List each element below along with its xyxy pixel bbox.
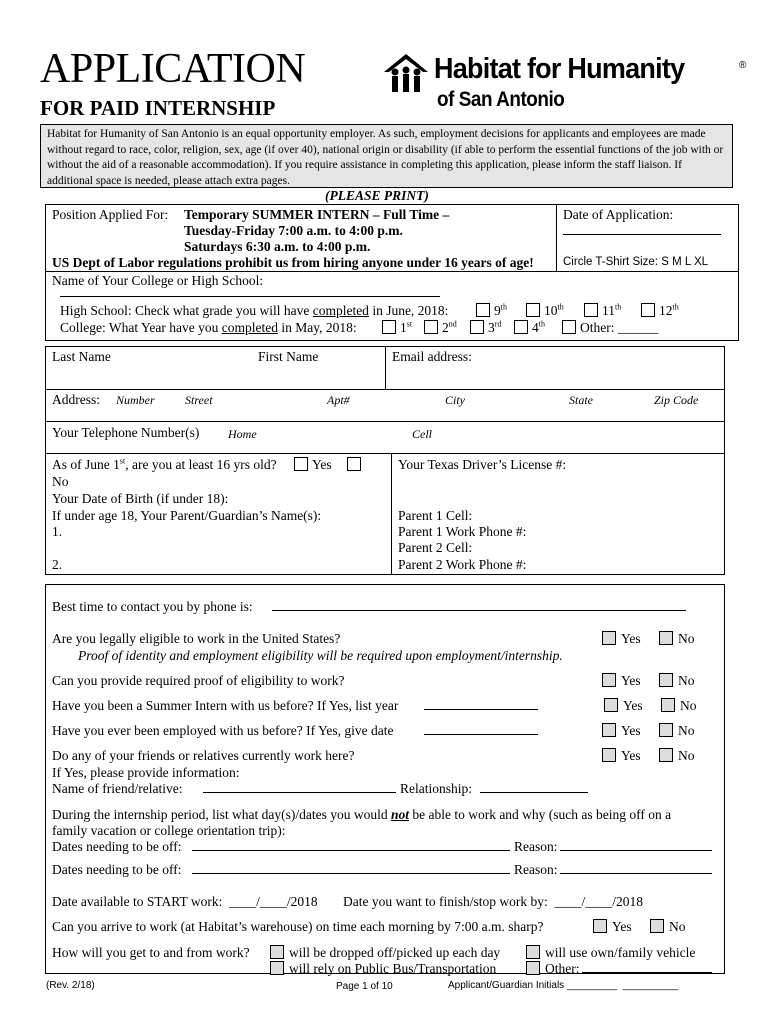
college-option-4[interactable]: 4th xyxy=(514,320,545,336)
checkbox[interactable] xyxy=(270,961,284,975)
employed-yes[interactable]: Yes xyxy=(602,723,641,739)
checkbox[interactable] xyxy=(526,945,540,959)
revision: (Rev. 2/18) xyxy=(46,980,95,991)
initials[interactable]: Applicant/Guardian Initials _________ __________ xyxy=(448,980,679,991)
guardian-2: 2. xyxy=(52,557,63,572)
last-name-label: Last Name xyxy=(52,349,111,364)
checkbox[interactable] xyxy=(526,303,540,317)
hs-option-12[interactable]: 12th xyxy=(641,303,679,319)
checkbox[interactable] xyxy=(294,457,308,471)
phone-home: Home xyxy=(228,427,257,441)
intern-year-field[interactable] xyxy=(424,697,538,710)
position-line2: Tuesday-Friday 7:00 a.m. to 4:00 p.m. xyxy=(184,223,403,238)
age-question: As of June 1st, are you at least 16 yrs old? xyxy=(52,456,277,472)
guardian-label: If under age 18, Your Parent/Guardian’s Name(s): xyxy=(52,508,322,523)
dates-off-label-2: Dates needing to be off: xyxy=(52,862,182,877)
relationship-field[interactable] xyxy=(480,780,588,793)
logo-name: Habitat for Humanity xyxy=(434,53,685,85)
college-year-row xyxy=(60,320,357,336)
high-school-grade-row xyxy=(60,303,448,319)
checkbox[interactable] xyxy=(650,919,664,933)
transport-question: How will you get to and from work? xyxy=(52,945,250,960)
checkbox[interactable] xyxy=(382,320,396,334)
arrive-yes[interactable]: Yes xyxy=(593,919,632,935)
guardian-1: 1. xyxy=(52,524,63,539)
please-print: (PLEASE PRINT) xyxy=(325,188,429,203)
habitat-logo xyxy=(382,50,752,120)
checkbox[interactable] xyxy=(602,631,616,645)
age-yes-option[interactable]: Yes xyxy=(294,457,332,473)
employed-before-question: Have you ever been employed with us before? If Yes, give date xyxy=(52,723,394,738)
reason-field-1[interactable] xyxy=(560,838,712,851)
eligible-question: Are you legally eligible to work in the United States? xyxy=(52,631,341,646)
checkbox[interactable] xyxy=(562,320,576,334)
intern-no[interactable]: No xyxy=(661,698,697,714)
checkbox[interactable] xyxy=(659,723,673,737)
unavailable-question: During the internship period, list what day(s)/dates you would not be able to work and why (such as being off on a xyxy=(52,807,672,822)
age-no-label: No xyxy=(52,474,69,489)
employed-no[interactable]: No xyxy=(659,723,695,739)
address-city: City xyxy=(445,393,465,407)
intern-before-question: Have you been a Summer Intern with us before? If Yes, list year xyxy=(52,698,399,713)
address-zip: Zip Code xyxy=(654,393,699,407)
transport-bus[interactable]: will rely on Public Bus/Transportation xyxy=(270,961,496,977)
checkbox[interactable] xyxy=(584,303,598,317)
position-line3: Saturdays 6:30 a.m. to 4:00 p.m. xyxy=(184,239,371,254)
college-suffix: in May, 2018: xyxy=(281,320,357,335)
address-state: State xyxy=(569,393,593,407)
eligible-note: Proof of identity and employment eligibility will be required upon employment/internship. xyxy=(78,648,563,663)
checkbox[interactable] xyxy=(604,698,618,712)
dates-off-label-1: Dates needing to be off: xyxy=(52,839,182,854)
transport-own-vehicle[interactable]: will use own/family vehicle xyxy=(526,945,695,961)
logo-registered: ® xyxy=(739,60,747,71)
date-of-application-field[interactable] xyxy=(563,222,721,235)
checkbox[interactable] xyxy=(659,748,673,762)
dates-off-field-1[interactable] xyxy=(192,838,510,851)
page-number: Page 1 of 10 xyxy=(336,981,393,992)
transport-other[interactable]: Other: xyxy=(526,961,580,977)
parent1-cell-label: Parent 1 Cell: xyxy=(398,508,473,523)
school-name-field[interactable] xyxy=(60,286,440,297)
reason-label-1: Reason: xyxy=(514,839,558,854)
address-label: Address: xyxy=(52,392,100,407)
address-apt: Apt# xyxy=(327,393,350,407)
school-name-label: Name of Your College or High School: xyxy=(52,273,264,288)
dates-off-field-2[interactable] xyxy=(192,861,510,874)
college-option-other[interactable]: Other: ______ xyxy=(562,320,658,336)
habitat-house-icon xyxy=(382,52,432,94)
hs-completed: completed xyxy=(312,303,369,318)
friends-no[interactable]: No xyxy=(659,748,695,764)
eeo-notice-text: Habitat for Humanity of San Antonio is an equal opportunity employer. As such, employment decisions for applicants and employees are made without regard to race, color, religion, sex, age (if over 40), national origin or disability (if able to perform the essential functions of the job with or without the aid of a reasonable accommodation). If you require assistance in completing this application, please inform the staff liaison. If additional space is needed, please attach extra pages. xyxy=(47,128,724,187)
eligible-yes[interactable]: Yes xyxy=(602,631,641,647)
age-notice: US Dept of Labor regulations prohibit us from hiring anyone under 16 years of age! xyxy=(52,255,534,270)
license-label: Your Texas Driver’s License #: xyxy=(398,457,567,472)
hs-option-11[interactable]: 11th xyxy=(584,303,621,319)
start-date[interactable]: Date available to START work: ____/____/2018 xyxy=(52,894,318,909)
arrive-question: Can you arrive to work (at Habitat’s warehouse) on time each morning by 7:00 a.m. sharp? xyxy=(52,919,544,934)
checkbox[interactable] xyxy=(270,945,284,959)
first-name-label: First Name xyxy=(258,349,319,364)
checkbox[interactable] xyxy=(526,961,540,975)
checkbox[interactable] xyxy=(476,303,490,317)
page-title: APPLICATION xyxy=(40,46,306,92)
friends-info-label: If Yes, please provide information: xyxy=(52,765,240,780)
transport-dropped-off[interactable]: will be dropped off/picked up each day xyxy=(270,945,500,961)
phone-label: Your Telephone Number(s) xyxy=(52,425,200,440)
checkbox[interactable] xyxy=(602,673,616,687)
age-no-checkbox[interactable] xyxy=(347,457,365,473)
unavailable-question-line2: family vacation or college orientation trip): xyxy=(52,823,286,838)
checkbox[interactable] xyxy=(593,919,607,933)
reason-label-2: Reason: xyxy=(514,862,558,877)
best-time-field[interactable] xyxy=(272,598,686,611)
checkbox[interactable] xyxy=(659,673,673,687)
checkbox[interactable] xyxy=(641,303,655,317)
friend-name-label: Name of friend/relative: xyxy=(52,781,183,796)
proof-yes[interactable]: Yes xyxy=(602,673,641,689)
position-label: Position Applied For: xyxy=(52,207,169,222)
friends-question: Do any of your friends or relatives currently work here? xyxy=(52,748,355,763)
parent2-work-label: Parent 2 Work Phone #: xyxy=(398,557,527,572)
friends-yes[interactable]: Yes xyxy=(602,748,641,764)
email-label: Email address: xyxy=(392,349,472,364)
transport-other-field[interactable] xyxy=(582,960,712,973)
intern-yes[interactable]: Yes xyxy=(604,698,643,714)
tshirt-size[interactable]: Circle T-Shirt Size: S M L XL xyxy=(563,256,709,268)
phone-cell: Cell xyxy=(412,427,432,441)
page-subtitle: FOR PAID INTERNSHIP xyxy=(40,96,276,120)
arrive-no[interactable]: No xyxy=(650,919,686,935)
relationship-label: Relationship: xyxy=(400,781,472,796)
proof-question: Can you provide required proof of eligibility to work? xyxy=(52,673,345,688)
college-completed: completed xyxy=(221,320,278,335)
college-label: College: What Year have you xyxy=(60,320,219,335)
checkbox[interactable] xyxy=(602,723,616,737)
checkbox[interactable] xyxy=(661,698,675,712)
position-line1: Temporary SUMMER INTERN – Full Time – xyxy=(184,207,450,222)
dob-label: Your Date of Birth (if under 18): xyxy=(52,491,229,506)
friend-name-field[interactable] xyxy=(203,780,396,793)
hs-suffix: in June, 2018: xyxy=(372,303,449,318)
best-time-label: Best time to contact you by phone is: xyxy=(52,599,253,614)
checkbox[interactable] xyxy=(514,320,528,334)
reason-field-2[interactable] xyxy=(560,861,712,874)
college-option-1[interactable]: 1st xyxy=(382,320,412,336)
hs-label: High School: Check what grade you will have xyxy=(60,303,310,318)
date-of-application-label: Date of Application: xyxy=(563,207,674,222)
parent2-cell-label: Parent 2 Cell: xyxy=(398,540,473,555)
checkbox[interactable] xyxy=(347,457,361,471)
finish-date[interactable]: Date you want to finish/stop work by: ____/____/2018 xyxy=(343,894,643,909)
eligible-no[interactable]: No xyxy=(659,631,695,647)
hs-option-9[interactable]: 9th xyxy=(476,303,507,319)
parent1-work-label: Parent 1 Work Phone #: xyxy=(398,524,527,539)
checkbox[interactable] xyxy=(602,748,616,762)
checkbox[interactable] xyxy=(424,320,438,334)
proof-no[interactable]: No xyxy=(659,673,695,689)
address-number: Number xyxy=(116,393,155,407)
college-option-3[interactable]: 3rd xyxy=(470,320,501,336)
logo-city: of San Antonio xyxy=(437,88,565,111)
employed-date-field[interactable] xyxy=(424,722,538,735)
checkbox[interactable] xyxy=(470,320,484,334)
address-street: Street xyxy=(185,393,213,407)
eeo-notice xyxy=(40,124,733,188)
checkbox[interactable] xyxy=(659,631,673,645)
college-option-2[interactable]: 2nd xyxy=(424,320,457,336)
hs-option-10[interactable]: 10th xyxy=(526,303,564,319)
